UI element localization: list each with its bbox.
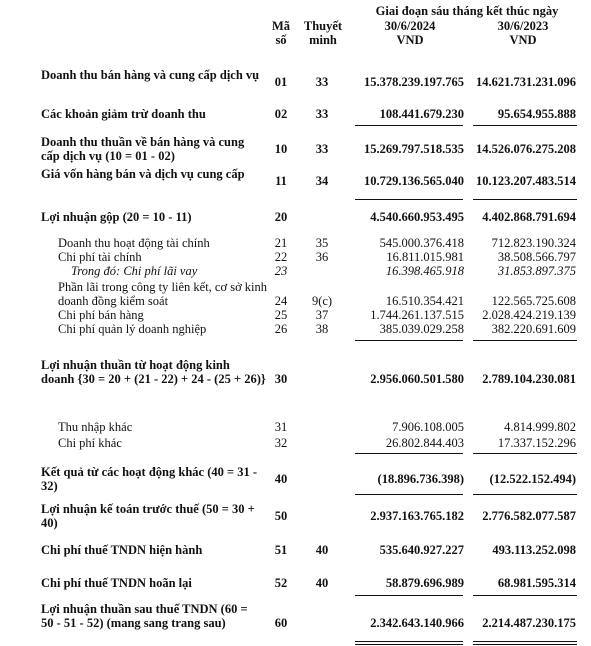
row-note: 40 bbox=[315, 576, 329, 590]
row-code: 32 bbox=[274, 436, 288, 450]
note-header: Thuyết minh bbox=[303, 19, 343, 47]
row-label: Doanh thu thuần về bán hàng và cung cấp dịch vụ (10 = 01 - 02) bbox=[41, 135, 245, 163]
row-note: 35 bbox=[315, 236, 329, 250]
row-value-2024: 15.269.797.518.535 bbox=[364, 142, 464, 156]
row-value-2024: 15.378.239.197.765 bbox=[364, 75, 464, 89]
row-code: 25 bbox=[274, 308, 288, 322]
row-label: Lợi nhuận gộp (20 = 10 - 11) bbox=[41, 210, 192, 224]
row-value-2023: 493.113.252.098 bbox=[492, 543, 576, 557]
row-value-2024: 4.540.660.953.495 bbox=[370, 210, 464, 224]
row-value-2023: 2.028.424.219.139 bbox=[482, 308, 576, 322]
row-note: 40 bbox=[315, 543, 329, 557]
row-value-2023: 2.776.582.077.587 bbox=[482, 509, 576, 523]
double-underline bbox=[355, 644, 463, 645]
row-value-2024: 58.879.696.989 bbox=[385, 576, 464, 590]
row-code: 10 bbox=[274, 142, 288, 156]
row-label: Chi phí bán hàng bbox=[58, 308, 144, 322]
row-note: 34 bbox=[315, 174, 329, 188]
row-code: 31 bbox=[274, 420, 288, 434]
row-value-2023: 17.337.152.296 bbox=[497, 436, 576, 450]
col2-date: 30/6/2023 bbox=[497, 19, 549, 33]
underline bbox=[355, 199, 463, 200]
underline bbox=[473, 125, 577, 126]
row-value-2024: 545.000.376.418 bbox=[379, 236, 464, 250]
row-value-2024: 16.398.465.918 bbox=[385, 264, 464, 278]
row-value-2023: 382.220.691.609 bbox=[491, 322, 576, 336]
row-code: 11 bbox=[275, 174, 287, 188]
row-value-2024: 16.510.354.421 bbox=[385, 294, 464, 308]
row-value-2024: (18.896.736.398) bbox=[377, 472, 464, 486]
row-code: 01 bbox=[274, 75, 288, 89]
row-code: 50 bbox=[274, 509, 288, 523]
row-value-2023: 95.654.955.888 bbox=[497, 107, 576, 121]
underline bbox=[473, 340, 577, 341]
row-code: 40 bbox=[274, 472, 288, 486]
row-value-2023: 14.621.731.231.096 bbox=[476, 75, 576, 89]
row-code: 22 bbox=[274, 250, 288, 264]
row-label: Phần lãi trong công ty liên kết, cơ sở kinh doanh đồng kiểm soát bbox=[58, 280, 268, 308]
row-value-2023: (12.522.152.494) bbox=[489, 472, 576, 486]
row-code: 60 bbox=[274, 616, 288, 630]
row-value-2024: 535.640.927.227 bbox=[379, 543, 464, 557]
row-value-2024: 1.744.261.137.515 bbox=[370, 308, 464, 322]
row-value-2023: 2.214.487.230.175 bbox=[482, 616, 576, 630]
row-value-2023: 122.565.725.608 bbox=[491, 294, 576, 308]
row-value-2023: 38.508.566.797 bbox=[497, 250, 576, 264]
row-code: 24 bbox=[274, 294, 288, 308]
row-code: 23 bbox=[274, 264, 288, 278]
underline bbox=[473, 453, 577, 454]
underline bbox=[355, 453, 463, 454]
code-header: Mã số bbox=[271, 19, 291, 47]
double-underline bbox=[473, 641, 577, 642]
row-code: 20 bbox=[274, 210, 288, 224]
underline bbox=[355, 340, 463, 341]
row-label: Chi phí thuế TNDN hiện hành bbox=[41, 543, 203, 557]
row-label: Doanh thu hoạt động tài chính bbox=[58, 236, 210, 250]
row-value-2024: 26.802.844.403 bbox=[385, 436, 464, 450]
row-value-2023: 31.853.897.375 bbox=[497, 264, 576, 278]
row-code: 52 bbox=[274, 576, 288, 590]
row-code: 21 bbox=[274, 236, 288, 250]
row-value-2024: 16.811.015.981 bbox=[386, 250, 464, 264]
row-code: 51 bbox=[274, 543, 288, 557]
col1-unit: VND bbox=[396, 33, 424, 47]
underline bbox=[355, 595, 463, 596]
row-value-2024: 385.039.029.258 bbox=[379, 322, 464, 336]
row-label: Lợi nhuận kế toán trước thuế (50 = 30 + 40) bbox=[41, 502, 255, 530]
underline bbox=[355, 125, 463, 126]
row-value-2023: 2.789.104.230.081 bbox=[482, 372, 576, 386]
row-value-2024: 108.441.679.230 bbox=[379, 107, 464, 121]
row-label: Thu nhập khác bbox=[58, 420, 133, 434]
row-label: Các khoản giảm trừ doanh thu bbox=[41, 107, 206, 121]
row-code: 02 bbox=[274, 107, 288, 121]
underline bbox=[473, 494, 577, 495]
row-value-2024: 2.342.643.140.966 bbox=[370, 616, 464, 630]
row-label: Lợi nhuận thuần sau thuế TNDN (60 = 50 - 51 - 52) (mang sang trang sau) bbox=[41, 602, 248, 630]
row-label: Chi phí tài chính bbox=[58, 250, 142, 264]
row-label: Doanh thu bán hàng và cung cấp dịch vụ bbox=[41, 68, 260, 82]
row-note: 9(c) bbox=[311, 294, 333, 308]
col1-date: 30/6/2024 bbox=[384, 19, 436, 33]
double-underline bbox=[355, 641, 463, 642]
row-value-2023: 68.981.595.314 bbox=[497, 576, 576, 590]
row-note: 33 bbox=[315, 75, 329, 89]
row-label: Trong đó: Chi phí lãi vay bbox=[71, 264, 198, 278]
row-note: 37 bbox=[315, 308, 329, 322]
row-value-2024: 2.937.163.765.182 bbox=[370, 509, 464, 523]
row-note: 38 bbox=[315, 322, 329, 336]
row-label: Giá vốn hàng bán và dịch vụ cung cấp bbox=[41, 167, 245, 181]
underline bbox=[355, 494, 463, 495]
row-note: 33 bbox=[315, 107, 329, 121]
row-note: 36 bbox=[315, 250, 329, 264]
row-value-2024: 2.956.060.501.580 bbox=[370, 372, 464, 386]
period-header: Giai đoạn sáu tháng kết thúc ngày bbox=[375, 4, 559, 18]
row-value-2023: 712.823.190.324 bbox=[491, 236, 576, 250]
row-label: Chi phí thuế TNDN hoãn lại bbox=[41, 576, 192, 590]
row-label: Kết quả từ các hoạt động khác (40 = 31 - 32) bbox=[41, 465, 258, 493]
row-code: 30 bbox=[274, 372, 288, 386]
row-label: Chi phí khác bbox=[58, 436, 122, 450]
row-value-2023: 14.526.076.275.208 bbox=[476, 142, 576, 156]
row-note: 33 bbox=[315, 142, 329, 156]
row-value-2023: 4.402.868.791.694 bbox=[482, 210, 576, 224]
row-code: 26 bbox=[274, 322, 288, 336]
row-value-2024: 7.906.108.005 bbox=[392, 420, 464, 434]
row-value-2024: 10.729.136.565.040 bbox=[364, 174, 464, 188]
row-label: Lợi nhuận thuần từ hoạt động kinh doanh {30 = 20 + (21 - 22) + 24 - (25 + 26)} bbox=[41, 358, 266, 386]
double-underline bbox=[473, 644, 577, 645]
row-value-2023: 10.123.207.483.514 bbox=[476, 174, 576, 188]
row-value-2023: 4.814.999.802 bbox=[504, 420, 576, 434]
row-label: Chi phí quản lý doanh nghiệp bbox=[58, 322, 207, 336]
col2-unit: VND bbox=[509, 33, 537, 47]
underline bbox=[473, 595, 577, 596]
underline bbox=[473, 199, 577, 200]
